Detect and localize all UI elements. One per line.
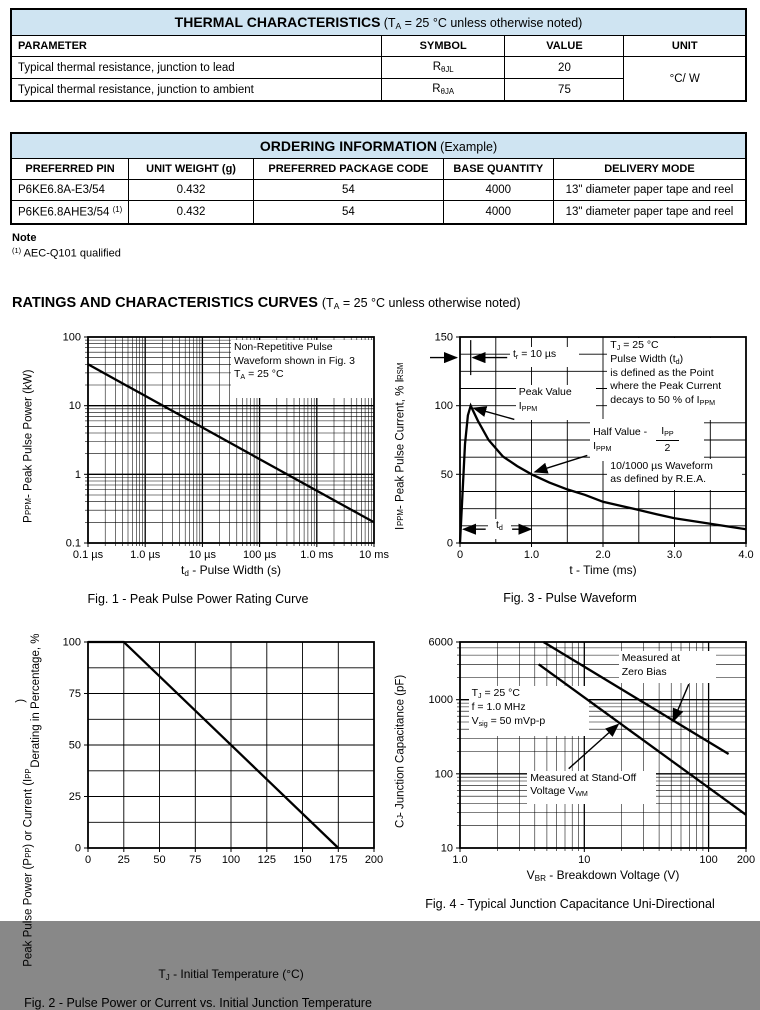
svg-text:1.0: 1.0 (523, 549, 540, 562)
figure-3 (384, 329, 756, 606)
weight-cell: 0.432 (129, 180, 254, 201)
svg-text:2.0: 2.0 (595, 549, 611, 562)
fig4-svg: $T_J = 25$ °Cf = 1.0 MHzV$_{sig}$ = 50 mVp-pMeasured atZero BiasMeasured at Stand-OffVoltage $V_{WM}1.0$ 10 100 2001010010006000 (428, 636, 756, 867)
symbol-cell: $R_{\theta JL}$ (381, 57, 504, 79)
svg-text:75: 75 (189, 854, 202, 867)
svg-text:0.1: 0.1 (65, 537, 81, 550)
ordering-title-band (11, 133, 746, 159)
svg-text:10: 10 (440, 842, 453, 855)
delivery-cell: 13" diameter paper tape and reel (553, 180, 746, 201)
fig2-caption: Fig. 2 - Pulse Power or Current vs. Initial Junction Temperature (24, 995, 372, 1010)
table-title-row (11, 9, 746, 36)
note-block (12, 232, 747, 259)
svg-text:1000: 1000 (428, 694, 453, 707)
svg-text:3.0: 3.0 (666, 549, 683, 562)
svg-text:100: 100 (434, 400, 453, 413)
col-header-delivery-mode: DELIVERY MODE (553, 159, 746, 180)
pin-cell: P6KE6.8AHE3/54 $^{(1)}$ (11, 201, 129, 224)
fig2-y-axis-label: Peak Pulse Power (P PP ) or Current (I PP ) Derating in Percentage, % (15, 634, 42, 967)
fig3-plot (418, 329, 752, 563)
svg-text:4.0: 4.0 (738, 549, 754, 562)
section-heading (12, 295, 747, 311)
col-header-value: VALUE (505, 36, 624, 57)
svg-text:150: 150 (293, 854, 312, 867)
svg-text:6000: 6000 (428, 636, 453, 649)
section-heading-condition: ($T_A = 25$ °C unless otherwise noted) (321, 295, 521, 312)
parameter-cell: Typical thermal resistance, junction to ambient (11, 79, 381, 101)
col-header-preferred-pin: PREFERRED PIN (11, 159, 129, 180)
svg-text:125: 125 (257, 854, 276, 867)
svg-text:100: 100 (434, 768, 453, 781)
svg-text:1.0 µs: 1.0 µs (130, 549, 161, 562)
value-cell: 75 (505, 79, 624, 101)
svg-text:100: 100 (62, 636, 81, 649)
svg-text:0: 0 (446, 537, 453, 550)
value-cell: 20 (505, 57, 624, 79)
figure-2 (12, 634, 384, 1010)
svg-text:1.0 ms: 1.0 ms (300, 549, 334, 562)
svg-text:10: 10 (68, 400, 81, 413)
svg-text:50: 50 (68, 739, 81, 752)
fig4-x-axis-label: $V_{BR}$ - Breakdown Voltage (V) (526, 868, 680, 884)
quantity-cell: 4000 (443, 180, 553, 201)
svg-text:100: 100 (221, 854, 241, 867)
svg-text:50: 50 (153, 854, 166, 867)
fig1-plot (46, 329, 389, 563)
svg-text:175: 175 (329, 854, 348, 867)
pin-cell: P6KE6.8A-E3/54 (11, 180, 129, 201)
figures-grid (10, 329, 756, 1010)
fig2-plot (46, 634, 384, 967)
package-code-cell: 54 (254, 201, 444, 224)
thermal-table-condition: ($T_A = 25$ °C unless otherwise noted) (383, 16, 583, 32)
parameter-cell: Typical thermal resistance, junction to lead (11, 57, 381, 79)
thermal-table-title: THERMAL CHARACTERISTICS (174, 14, 381, 30)
col-header-package-code: PREFERRED PACKAGE CODE (254, 159, 444, 180)
col-header-parameter: PARAMETER (11, 36, 381, 57)
col-header-unit: UNIT (624, 36, 746, 57)
svg-text:0: 0 (74, 842, 81, 855)
svg-text:0: 0 (84, 854, 92, 867)
fig4-y-axis-label: C J - Junction Capacitance (pF) (394, 674, 407, 828)
fig1-svg: Non-Repetitive PulseWaveform shown in Fig. $3T_A = 25$ °C0.1 µs 1.0 µs 10 µs 100 µs 1.0 ms 10 ms0.1110100 (62, 331, 389, 562)
fig3-svg: $T_J = 25$ °CPulse Width $(t_d)is$ defined as the Pointwhere the Peak Currentdecays to 50 % of $I_{PPM}t_r = 10$ µsPeak ValueI$_{PPM}$Half Value $-I_{PPM} \frac{I_{PP}}{2}10/1000$ µs Waveformas defined by $R.E.A.t_d0$ 1.0 2.0 3.0 4.0050100150 (434, 331, 754, 562)
svg-text:0.1 µs: 0.1 µs (72, 549, 104, 562)
fig1-caption: Fig. 1 - Peak Pulse Power Rating Curve (87, 592, 309, 607)
svg-text:100: 100 (699, 854, 718, 867)
fig1-y-axis-label: P PPM - Peak Pulse Power (kW) (22, 369, 35, 523)
svg-text:0: 0 (456, 549, 464, 562)
section-heading-title: RATINGS AND CHARACTERISTICS CURVES (12, 294, 318, 311)
quantity-cell: 4000 (443, 201, 553, 224)
fig2-x-axis-label: $T_J$ - Initial Temperature (°C) (158, 966, 304, 982)
weight-cell: 0.432 (129, 201, 254, 224)
col-header-symbol: SYMBOL (381, 36, 504, 57)
ordering-table-title: ORDERING INFORMATION (259, 138, 437, 155)
svg-text:200: 200 (736, 854, 756, 867)
fig3-y-axis-label: I PPM - Peak Pulse Current, % I RSM (394, 362, 407, 530)
note-line: $^{(1)}$ AEC-Q101 qualified (12, 245, 121, 259)
svg-text:1: 1 (74, 468, 81, 481)
unit-cell: °C/ W (624, 57, 746, 101)
svg-text:10: 10 (578, 854, 591, 867)
thermal-title-band (11, 9, 746, 36)
fig4-plot (418, 634, 756, 868)
svg-text:150: 150 (434, 331, 453, 344)
col-header-base-quantity: BASE QUANTITY (443, 159, 553, 180)
svg-text:10 ms: 10 ms (359, 549, 389, 562)
table-header-row (11, 36, 746, 57)
svg-text:200: 200 (364, 854, 384, 867)
svg-text:25: 25 (68, 791, 81, 804)
table-row (11, 180, 746, 201)
figure-1 (12, 329, 389, 607)
svg-text:25: 25 (117, 854, 130, 867)
fig4-caption: Fig. 4 - Typical Junction Capacitance Uni-Directional (425, 897, 715, 912)
svg-text:75: 75 (68, 688, 81, 701)
figure-4 (384, 634, 756, 1010)
table-row (11, 201, 746, 224)
thermal-characteristics-table (10, 8, 747, 102)
col-header-unit-weight: UNIT WEIGHT (g) (129, 159, 254, 180)
note-label: Note (12, 231, 37, 244)
ordering-information-table (10, 132, 747, 225)
table-header-row (11, 159, 746, 180)
symbol-cell: $R_{\theta JA}$ (381, 79, 504, 101)
svg-text:1.0: 1.0 (452, 854, 468, 867)
svg-text:50: 50 (440, 468, 453, 481)
svg-text:100 µs: 100 µs (242, 549, 277, 562)
ordering-table-title-note: (Example) (440, 140, 498, 155)
fig3-x-axis-label: t - Time (ms) (569, 563, 637, 578)
table-title-row (11, 133, 746, 159)
fig1-x-axis-label: $t_d$ - Pulse Width (s) (181, 563, 281, 579)
svg-text:100: 100 (62, 331, 81, 344)
package-code-cell: 54 (254, 180, 444, 201)
delivery-cell: 13" diameter paper tape and reel (553, 201, 746, 224)
svg-text:10 µs: 10 µs (188, 549, 216, 562)
fig2-svg (46, 634, 384, 868)
table-row (11, 57, 746, 79)
fig3-caption: Fig. 3 - Pulse Waveform (503, 591, 637, 606)
